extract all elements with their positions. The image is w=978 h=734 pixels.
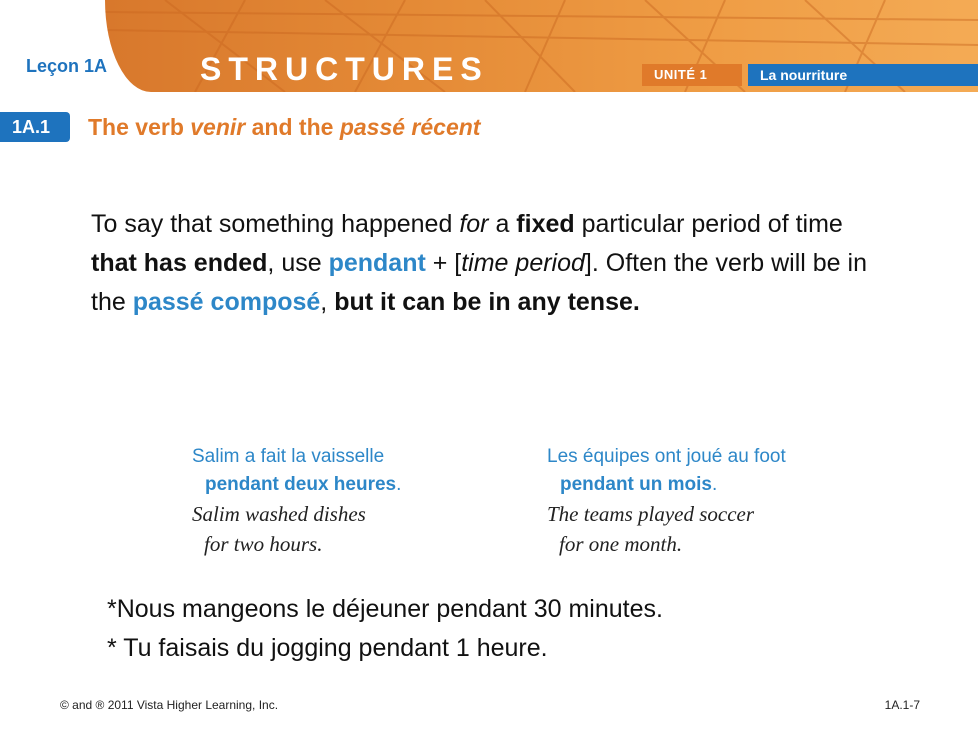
example-english: for two hours. — [204, 532, 323, 556]
text-run: ]. Often the verb will be in the — [91, 249, 867, 316]
example-item — [547, 443, 877, 559]
text-run: + [ — [425, 249, 462, 277]
example-english: The teams played soccer — [547, 502, 755, 526]
additional-examples — [107, 590, 663, 668]
section-title-part: The verb — [88, 114, 191, 140]
chapter-badge: La nourriture — [748, 64, 978, 86]
text-run: . — [712, 474, 718, 495]
example-english: for one month. — [559, 532, 683, 556]
additional-example: *Nous mangeons le déjeuner pendant 30 minutes. — [107, 595, 663, 623]
copyright-notice: © and ® 2011 Vista Higher Learning, Inc. — [60, 698, 279, 712]
example-english: Salim washed dishes — [192, 502, 366, 526]
example-french: Les équipes ont joué au foot — [547, 446, 786, 467]
example-sentences — [192, 443, 892, 568]
text-run: pendant un mois — [560, 474, 712, 495]
section-title-part: venir — [190, 114, 246, 140]
section-title-part: and the — [245, 114, 340, 140]
example-item — [192, 443, 522, 559]
slide-number: 1A.1-7 — [884, 698, 920, 712]
example-french-highlight — [547, 471, 877, 499]
explanation-paragraph — [91, 205, 891, 322]
section-title — [88, 114, 480, 141]
keyword-pendant: pendant — [328, 249, 426, 277]
example-french-highlight — [192, 471, 522, 499]
text-run: To say that something happened — [91, 210, 460, 238]
text-run: pendant deux heures — [205, 474, 397, 495]
section-number: 1A.1 — [0, 112, 70, 142]
text-run: , use — [267, 249, 329, 277]
text-run: fixed — [516, 210, 575, 238]
example-french: Salim a fait la vaisselle — [192, 446, 385, 467]
text-run: particular period of time — [574, 210, 843, 238]
keyword-passe-compose: passé composé — [132, 288, 321, 316]
text-run: for — [459, 210, 489, 238]
text-run: that has ended — [91, 249, 268, 277]
structures-heading: STRUCTURES — [200, 51, 489, 87]
section-title-part: passé récent — [339, 114, 481, 140]
text-run: . — [396, 474, 402, 495]
text-run: time period — [461, 249, 585, 277]
additional-example: * Tu faisais du jogging pendant 1 heure. — [107, 634, 548, 662]
text-run: a — [488, 210, 517, 238]
lesson-label: Leçon 1A — [26, 56, 108, 76]
text-run: , — [320, 288, 335, 316]
unit-badge: UNITÉ 1 — [642, 64, 742, 86]
text-run: but it can be in any tense. — [334, 288, 640, 316]
